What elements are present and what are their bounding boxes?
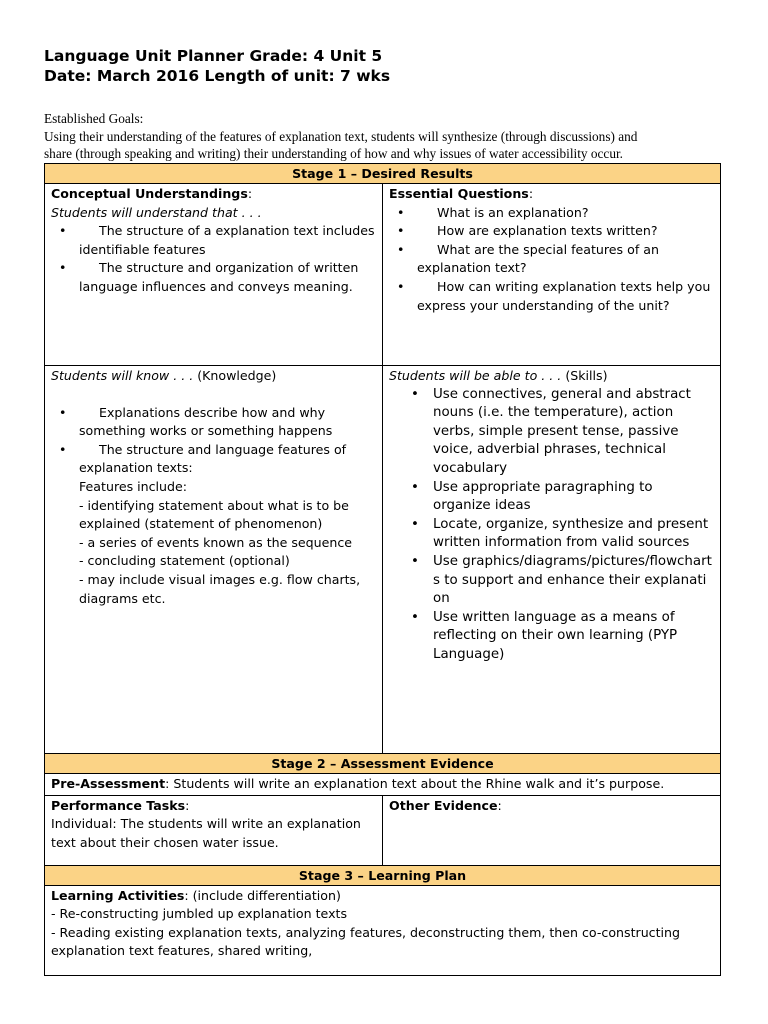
list-item: • Use appropriate paragraphing to organize ideas xyxy=(433,479,714,516)
list-item: • The structure of a explanation text includes identifiable features xyxy=(51,222,376,259)
conceptual-heading: Conceptual Understandings: xyxy=(51,186,253,201)
list-item: - may include visual images e.g. flow charts, diagrams etc. xyxy=(79,571,361,606)
goals-line-1: Using their understanding of the features of explanation text, students will synthesize (through discussions) and xyxy=(44,128,638,144)
pre-assessment-text: : Students will write an explanation text about the Rhine walk and it’s purpose. xyxy=(165,776,665,791)
title-line-1: Language Unit Planner Grade: 4 Unit 5 xyxy=(44,47,383,65)
performance-text: Individual: The students will write an explanation text about their chosen water issue. xyxy=(51,816,361,850)
performance-heading: Performance Tasks: xyxy=(51,797,190,813)
stage-1-header-row xyxy=(45,164,721,184)
learning-activities-row xyxy=(45,885,721,975)
conceptual-understandings-cell xyxy=(45,184,383,366)
knowledge-heading: Students will know . . . (Knowledge) xyxy=(51,368,277,383)
performance-tasks-cell xyxy=(45,795,383,865)
stage-1-row-b xyxy=(45,366,721,754)
pre-assessment-label: Pre-Assessment xyxy=(51,776,166,791)
title-line-2: Date: March 2016 Length of unit: 7 wks xyxy=(44,67,391,85)
goals-label: Established Goals: xyxy=(44,111,144,126)
goals-line-2: share (through speaking and writing) their understanding of how and why issues of water accessibility occur. xyxy=(44,146,624,161)
questions-heading: Essential Questions: xyxy=(389,186,534,201)
list-item: • What is an explanation? xyxy=(389,204,714,223)
skills-list xyxy=(389,386,714,665)
other-evidence-cell xyxy=(383,795,721,865)
stage-2-header-row xyxy=(45,754,721,774)
conceptual-list xyxy=(51,222,376,296)
list-item: - a series of events known as the sequence xyxy=(79,534,353,550)
features-label: Features include: xyxy=(79,478,188,494)
knowledge-list xyxy=(51,404,376,478)
list-item: • The structure and language features of explanation texts: xyxy=(51,441,376,478)
list-item: - identifying statement about what is to be explained (statement of phenomenon) xyxy=(79,497,349,532)
questions-list xyxy=(389,204,714,316)
unit-planner-title xyxy=(44,46,390,86)
learning-activities-cell xyxy=(45,885,721,975)
other-evidence-heading: Other Evidence: xyxy=(389,797,502,813)
performance-row xyxy=(45,795,721,865)
list-item: - Re-constructing jumbled up explanation texts xyxy=(51,906,348,922)
skills-cell xyxy=(383,366,721,754)
activities-heading: Learning Activities: (include differentiation) xyxy=(51,887,341,903)
unit-planner-table xyxy=(44,163,721,976)
stage-3-title: Stage 3 – Learning Plan xyxy=(45,865,721,885)
list-item: • Use written language as a means of reflecting on their own learning (PYP Language) xyxy=(433,609,714,665)
list-item: • How can writing explanation texts help you express your understanding of the unit? xyxy=(389,278,714,315)
pre-assessment-cell xyxy=(45,774,721,796)
pre-assessment-row xyxy=(45,774,721,796)
knowledge-cell xyxy=(45,366,383,754)
list-item: • Locate, organize, synthesize and present written information from valid sources xyxy=(433,516,714,553)
essential-questions-cell xyxy=(383,184,721,366)
list-item: • Explanations describe how and why something works or something happens xyxy=(51,404,376,441)
list-item: • How are explanation texts written? xyxy=(389,222,714,241)
list-item: • The structure and organization of written language influences and conveys meaning. xyxy=(51,259,376,296)
stage-2-title: Stage 2 – Assessment Evidence xyxy=(45,754,721,774)
list-item: - Reading existing explanation texts, analyzing features, deconstructing them, then co-constructing explanation text features, shared writing, xyxy=(51,924,681,959)
stage-1-row-a xyxy=(45,184,721,366)
conceptual-intro: Students will understand that . . . xyxy=(51,204,262,220)
list-item: • Use connectives, general and abstract nouns (i.e. the temperature), action verbs, simple present tense, passive voice, adverbial phrases, technical vocabulary xyxy=(433,386,714,479)
stage-3-header-row xyxy=(45,865,721,885)
features-block xyxy=(51,478,376,608)
list-item: - concluding statement (optional) xyxy=(79,553,290,569)
list-item: • What are the special features of an explanation text? xyxy=(389,241,714,278)
skills-heading: Students will be able to . . . (Skills) xyxy=(389,368,608,383)
established-goals xyxy=(44,110,724,163)
list-item: • Use graphics/diagrams/pictures/flowcharts to support and enhance their explanation xyxy=(433,553,714,609)
stage-1-title: Stage 1 – Desired Results xyxy=(45,164,721,184)
